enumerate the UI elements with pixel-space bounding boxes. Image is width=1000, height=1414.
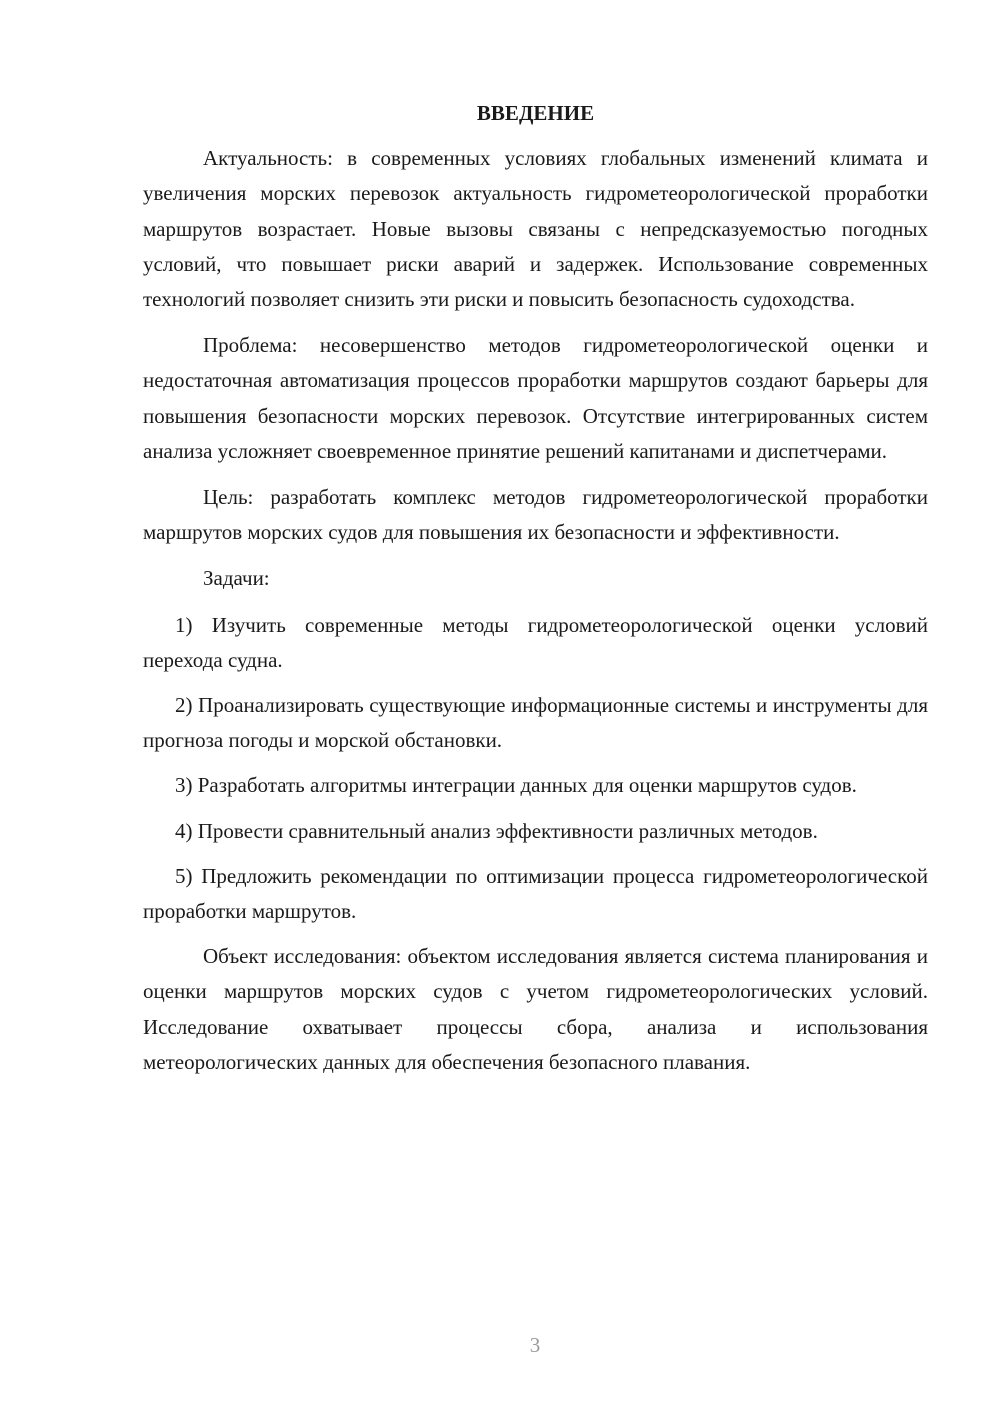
task-item-1: 1) Изучить современные методы гидрометеорологической оценки условий перехода судна. [143, 612, 928, 672]
task-item-3: 3) Разработать алгоритмы интеграции данных для оценки маршрутов судов. [175, 773, 857, 798]
task-item-4: 4) Провести сравнительный анализ эффективности различных методов. [175, 818, 818, 843]
paragraph-problem: Проблема: несовершенство методов гидрометеорологической оценки и недостаточная автоматизация процессов проработки маршрутов создают барьеры для повышения безопасности морских перевозок. Отсутствие интегрированных систем анализа усложняет своевременное принятие решений капитанами и диспетчерами. [143, 333, 928, 463]
task-item-5: 5) Предложить рекомендации по оптимизации процесса гидрометеорологической проработки маршрутов. [143, 863, 928, 924]
section-heading: ВВЕДЕНИЕ [476, 101, 595, 125]
document-page [143, 96, 928, 1091]
paragraph-goal: Цель: разработать комплекс методов гидрометеорологической проработки маршрутов морских судов для повышения их безопасности и эффективности. [143, 485, 928, 545]
task-item-2: 2) Проанализировать существующие информационные системы и инструменты для прогноза погоды и морской обстановки. [143, 693, 928, 753]
paragraph-actuality: Актуальность: в современных условиях глобальных изменений климата и увеличения морских перевозок актуальность гидрометеорологической проработки маршрутов возрастает. Новые вызовы связаны с непредсказуемостью погодных условий, что повышает риски аварий и задержек. Использование современных технологий позволяет снизить эти риски и повысить безопасность судоходства. [143, 146, 928, 312]
page-number: 3 [529, 1333, 541, 1357]
paragraph-object: Объект исследования: объектом исследования является система планирования и оценки маршрутов морских судов с учетом гидрометеорологических условий. Исследование охватывает процессы сбора, анализа и использования метеорологических данных для обеспечения безопасного плавания. [143, 944, 928, 1074]
tasks-label: Задачи: [203, 566, 270, 591]
